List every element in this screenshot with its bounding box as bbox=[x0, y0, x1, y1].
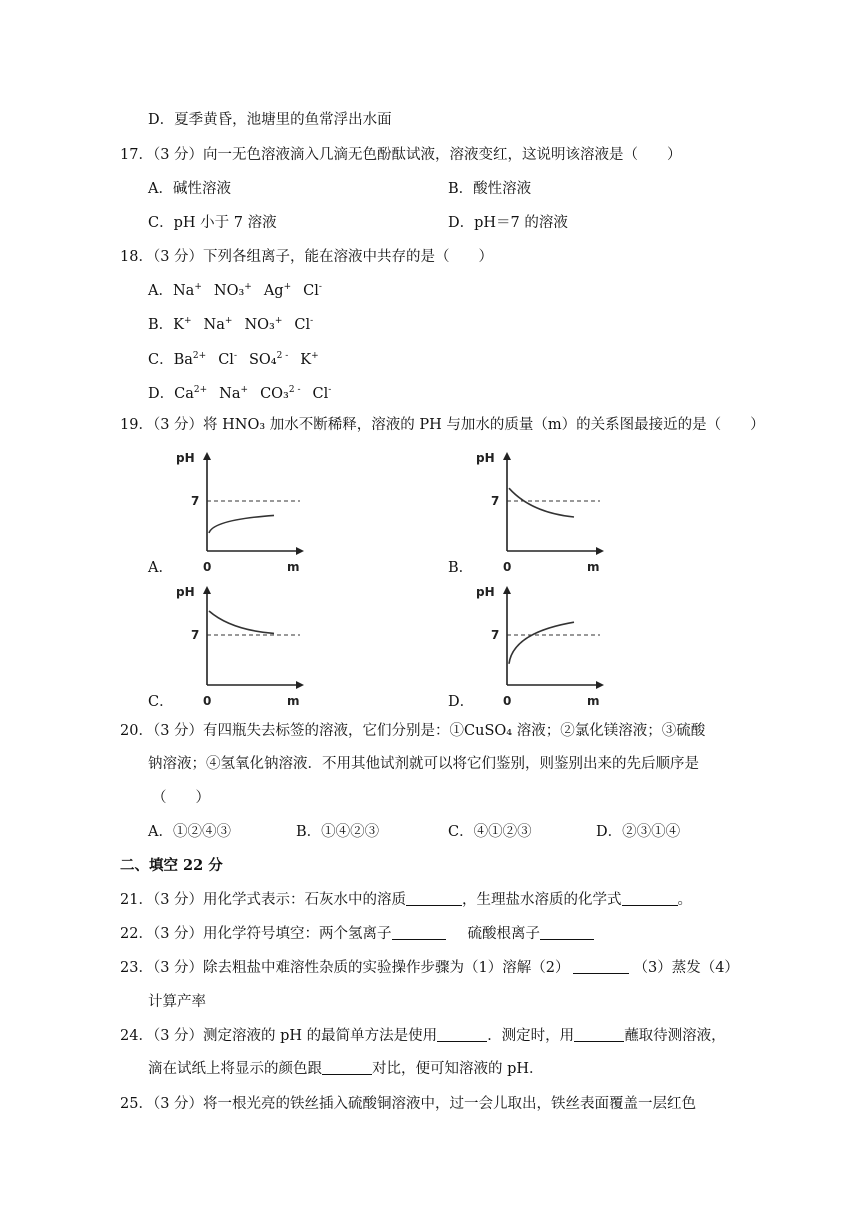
ion: K+ bbox=[300, 351, 319, 368]
axes bbox=[207, 458, 298, 551]
ph-curve bbox=[509, 622, 574, 664]
axis-arrows bbox=[203, 586, 304, 689]
origin-label: 0 bbox=[503, 560, 512, 574]
q21-blank-1[interactable] bbox=[406, 891, 462, 906]
axis-arrows bbox=[503, 452, 604, 555]
origin-label: 0 bbox=[503, 694, 512, 708]
q19-option-d-label: D． bbox=[448, 694, 475, 710]
x-axis-label: m bbox=[287, 694, 300, 708]
q23-line-2: 计算产率 bbox=[148, 994, 206, 1010]
ion: Na+ bbox=[219, 385, 249, 402]
q22-blank-1[interactable] bbox=[392, 925, 446, 940]
axes bbox=[507, 458, 598, 551]
axes bbox=[507, 592, 598, 685]
q20-option-c: C．④①②③ bbox=[448, 824, 532, 840]
q17-option-c: C．pH 小于 7 溶液 bbox=[148, 215, 277, 231]
q20-option-b: B．①④②③ bbox=[296, 824, 380, 840]
axis-arrows bbox=[203, 452, 304, 555]
q20-line-3: （ ） bbox=[152, 790, 210, 806]
ion: Cl- bbox=[312, 385, 332, 402]
q23-blank-1[interactable] bbox=[573, 959, 629, 974]
q22-blank-2[interactable] bbox=[540, 925, 594, 940]
q18-option-label: C． bbox=[148, 352, 174, 368]
ion: Cl- bbox=[294, 316, 314, 333]
section-2-title: 二、填空 22 分 bbox=[120, 857, 223, 874]
q24-blank-2[interactable] bbox=[574, 1027, 624, 1042]
origin-label: 0 bbox=[203, 560, 212, 574]
q18-option-label: B． bbox=[148, 317, 174, 333]
q18-option-label: A． bbox=[148, 283, 173, 299]
q19-graph-b bbox=[472, 444, 612, 574]
q18-option-b bbox=[148, 315, 325, 335]
y-axis-label: pH bbox=[476, 451, 495, 465]
q20-option-a: A．①②④③ bbox=[148, 824, 231, 840]
ion: NO₃+ bbox=[213, 282, 252, 299]
ph-curve bbox=[209, 515, 274, 533]
q19-option-a-label: A． bbox=[148, 560, 173, 576]
ion: $Ca^{2+}$ bbox=[174, 385, 208, 402]
q19-option-c-label: C． bbox=[148, 694, 174, 710]
q19-graph-d bbox=[472, 578, 612, 708]
ion: $Ba^{2+}$ bbox=[173, 351, 207, 368]
q18-stem: 18．（3 分）下列各组离子，能在溶液中共存的是（ ） bbox=[120, 249, 494, 265]
x-axis-label: m bbox=[287, 560, 300, 574]
q18-option-label: D． bbox=[148, 386, 175, 402]
q25-line-1: 25．（3 分）将一根光亮的铁丝插入硫酸铜溶液中，过一会儿取出，铁丝表面覆盖一层红色 bbox=[120, 1096, 697, 1112]
ref-line-label: 7 bbox=[491, 494, 500, 508]
ion: Na+ bbox=[203, 316, 233, 333]
ref-line-label: 7 bbox=[191, 494, 200, 508]
q19-graph-a bbox=[172, 444, 312, 574]
q16-option-d: D．夏季黄昏，池塘里的鱼常浮出水面 bbox=[148, 112, 392, 128]
ion: Ag+ bbox=[263, 282, 292, 299]
q19-option-b-label: B． bbox=[448, 560, 474, 576]
ion: Na+ bbox=[172, 282, 202, 299]
y-axis-label: pH bbox=[476, 585, 495, 599]
q17-option-d: D．pH＝7 的溶液 bbox=[448, 215, 568, 231]
q21-blank-2[interactable] bbox=[622, 891, 678, 906]
q18-option-a bbox=[148, 281, 334, 301]
ion: CO₃$^{2 -}$ bbox=[260, 385, 301, 402]
q18-option-c bbox=[148, 350, 331, 370]
origin-label: 0 bbox=[203, 694, 212, 708]
ion: NO₃+ bbox=[244, 316, 283, 333]
q24-blank-1[interactable] bbox=[437, 1027, 487, 1042]
x-axis-label: m bbox=[587, 694, 600, 708]
axes bbox=[207, 592, 298, 685]
q19-graph-c bbox=[172, 578, 312, 708]
q18-option-d bbox=[148, 384, 343, 404]
q24-line-1: 24．（3 分）测定溶液的 pH 的最简单方法是使用 ．测定时，用 蘸取待测溶液， bbox=[120, 1028, 726, 1044]
axis-arrows bbox=[503, 586, 604, 689]
ion: Cl- bbox=[303, 282, 322, 299]
ref-line-label: 7 bbox=[191, 628, 200, 642]
q21: 21．（3 分）用化学式表示：石灰水中的溶质 ，生理盐水溶质的化学式 。 bbox=[120, 892, 693, 908]
q22: 22．（3 分）用化学符号填空：两个氢离子 硫酸根离子 bbox=[120, 924, 594, 944]
q20-line-2: 钠溶液；④氢氧化钠溶液．不用其他试剂就可以将它们鉴别，则鉴别出来的先后顺序是 bbox=[148, 756, 699, 772]
q20-option-d: D．②③①④ bbox=[596, 824, 681, 840]
y-axis-label: pH bbox=[176, 451, 195, 465]
q19-stem: 19．（3 分）将 HNO₃ 加水不断稀释，溶液的 PH 与加水的质量（m）的关系图最接近的是（ ） bbox=[120, 417, 765, 433]
ph-curve bbox=[509, 488, 574, 517]
q23-line-1: 23．（3 分）除去粗盐中难溶性杂质的实验操作步骤为（1）溶解（2） （3）蒸发（4） bbox=[120, 960, 739, 976]
ref-line-label: 7 bbox=[491, 628, 500, 642]
ion: SO₄$^{2 -}$ bbox=[248, 351, 289, 368]
q17-option-a: A．碱性溶液 bbox=[148, 181, 231, 197]
x-axis-label: m bbox=[587, 560, 600, 574]
ph-curve bbox=[209, 611, 274, 633]
q17-stem: 17．（3 分）向一无色溶液滴入几滴无色酚酞试液，溶液变红，这说明该溶液是（ ） bbox=[120, 147, 682, 163]
ion: Cl- bbox=[218, 351, 237, 368]
q17-option-b: B．酸性溶液 bbox=[448, 181, 532, 197]
y-axis-label: pH bbox=[176, 585, 195, 599]
q24-blank-3[interactable] bbox=[322, 1060, 372, 1075]
ion: K+ bbox=[173, 316, 192, 333]
q24-line-2: 滴在试纸上将显示的颜色跟 对比，便可知溶液的 pH． bbox=[148, 1061, 544, 1077]
q20-line-1: 20．（3 分）有四瓶失去标签的溶液，它们分别是：①CuSO₄ 溶液；②氯化镁溶液；③硫酸 bbox=[120, 723, 706, 739]
